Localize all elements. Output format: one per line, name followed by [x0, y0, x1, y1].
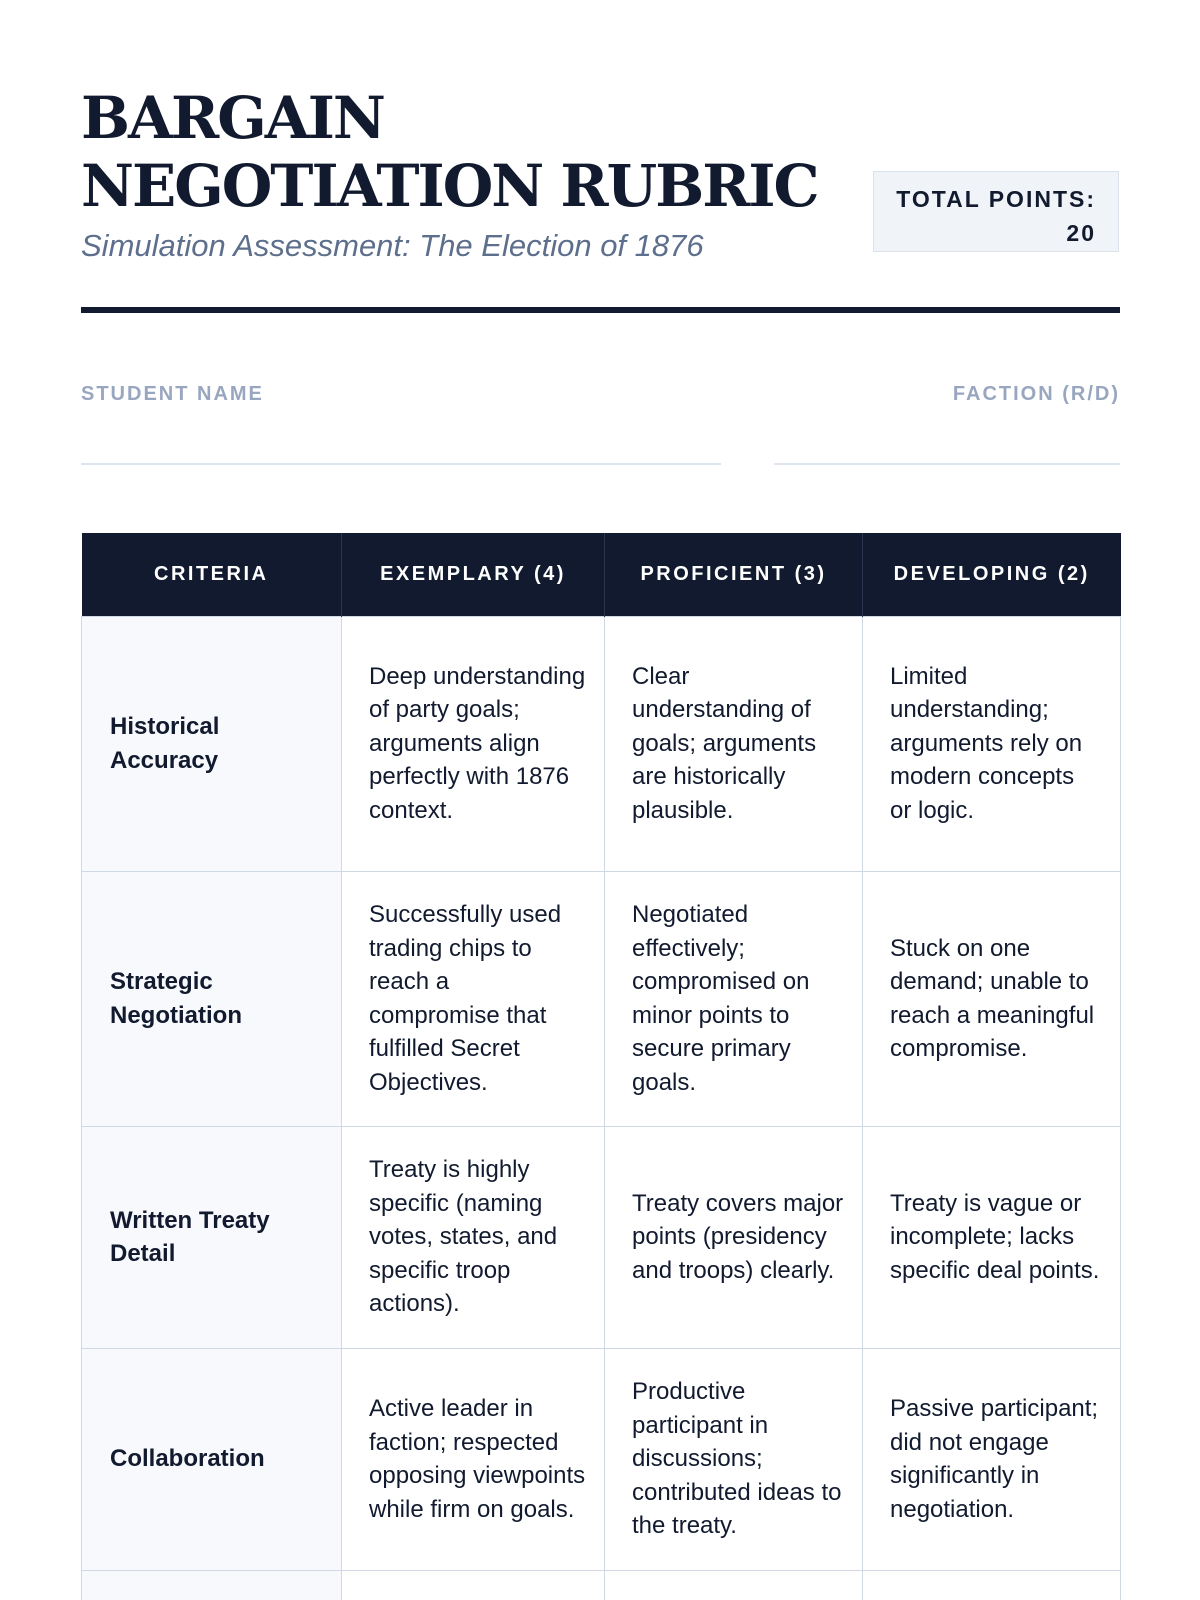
- criteria-cell: [82, 1570, 342, 1600]
- proficient-cell: Clear understanding of goals; arguments are historically plausible.: [605, 616, 863, 871]
- table-row: [82, 616, 1121, 871]
- student-name-field[interactable]: [81, 463, 721, 465]
- proficient-cell: Treaty covers major points (presidency and troops) clearly.: [605, 1126, 863, 1348]
- proficient-cell: Negotiated effectively; compromised on minor points to secure primary goals.: [605, 871, 863, 1126]
- total-points-label: TOTAL POINTS:: [896, 186, 1096, 212]
- student-name-label: STUDENT NAME: [81, 383, 264, 405]
- table-row: [82, 1348, 1121, 1570]
- table-row: [82, 1570, 1121, 1600]
- title-divider: [81, 307, 1120, 313]
- faction-label: FACTION (R/D): [952, 383, 1120, 405]
- header-proficient: PROFICIENT (3): [605, 533, 863, 616]
- header-exemplary: EXEMPLARY (4): [342, 533, 605, 616]
- developing-cell: Treaty is vague or incomplete; lacks specific deal points.: [863, 1126, 1121, 1348]
- criteria-cell: Strategic Negotiation: [82, 871, 342, 1126]
- rubric-page: [81, 0, 1120, 1600]
- table-row: [82, 871, 1121, 1126]
- developing-cell: Stuck on one demand; unable to reach a meaningful compromise.: [863, 871, 1121, 1126]
- developing-cell: Passive participant; did not engage significantly in negotiation.: [863, 1348, 1121, 1570]
- criteria-cell: Historical Accuracy: [82, 616, 342, 871]
- header-criteria: CRITERIA: [82, 533, 342, 616]
- total-points-value: 20: [1066, 220, 1096, 246]
- exemplary-cell: Active leader in faction; respected opposing viewpoints while firm on goals.: [342, 1348, 605, 1570]
- page-title: BARGAIN NEGOTIATION RUBRIC: [81, 84, 818, 220]
- rubric-table: [81, 533, 1121, 1600]
- developing-cell: Limited understanding; arguments rely on modern concepts or logic.: [863, 616, 1121, 871]
- developing-cell: [863, 1570, 1121, 1600]
- exemplary-cell: Treaty is highly specific (naming votes, states, and specific troop actions).: [342, 1126, 605, 1348]
- criteria-cell: Collaboration: [82, 1348, 342, 1570]
- total-points-box: [873, 171, 1119, 252]
- exemplary-cell: [342, 1570, 605, 1600]
- proficient-cell: [605, 1570, 863, 1600]
- table-row: [82, 1126, 1121, 1348]
- header-developing: DEVELOPING (2): [863, 533, 1121, 616]
- page-subtitle: Simulation Assessment: The Election of 1876: [81, 228, 704, 263]
- exemplary-cell: Deep understanding of party goals; arguments align perfectly with 1876 context.: [342, 616, 605, 871]
- criteria-cell: Written Treaty Detail: [82, 1126, 342, 1348]
- proficient-cell: Productive participant in discussions; contributed ideas to the treaty.: [605, 1348, 863, 1570]
- faction-field[interactable]: [774, 463, 1120, 465]
- exemplary-cell: Successfully used trading chips to reach a compromise that fulfilled Secret Objectives.: [342, 871, 605, 1126]
- table-header-row: [82, 533, 1121, 616]
